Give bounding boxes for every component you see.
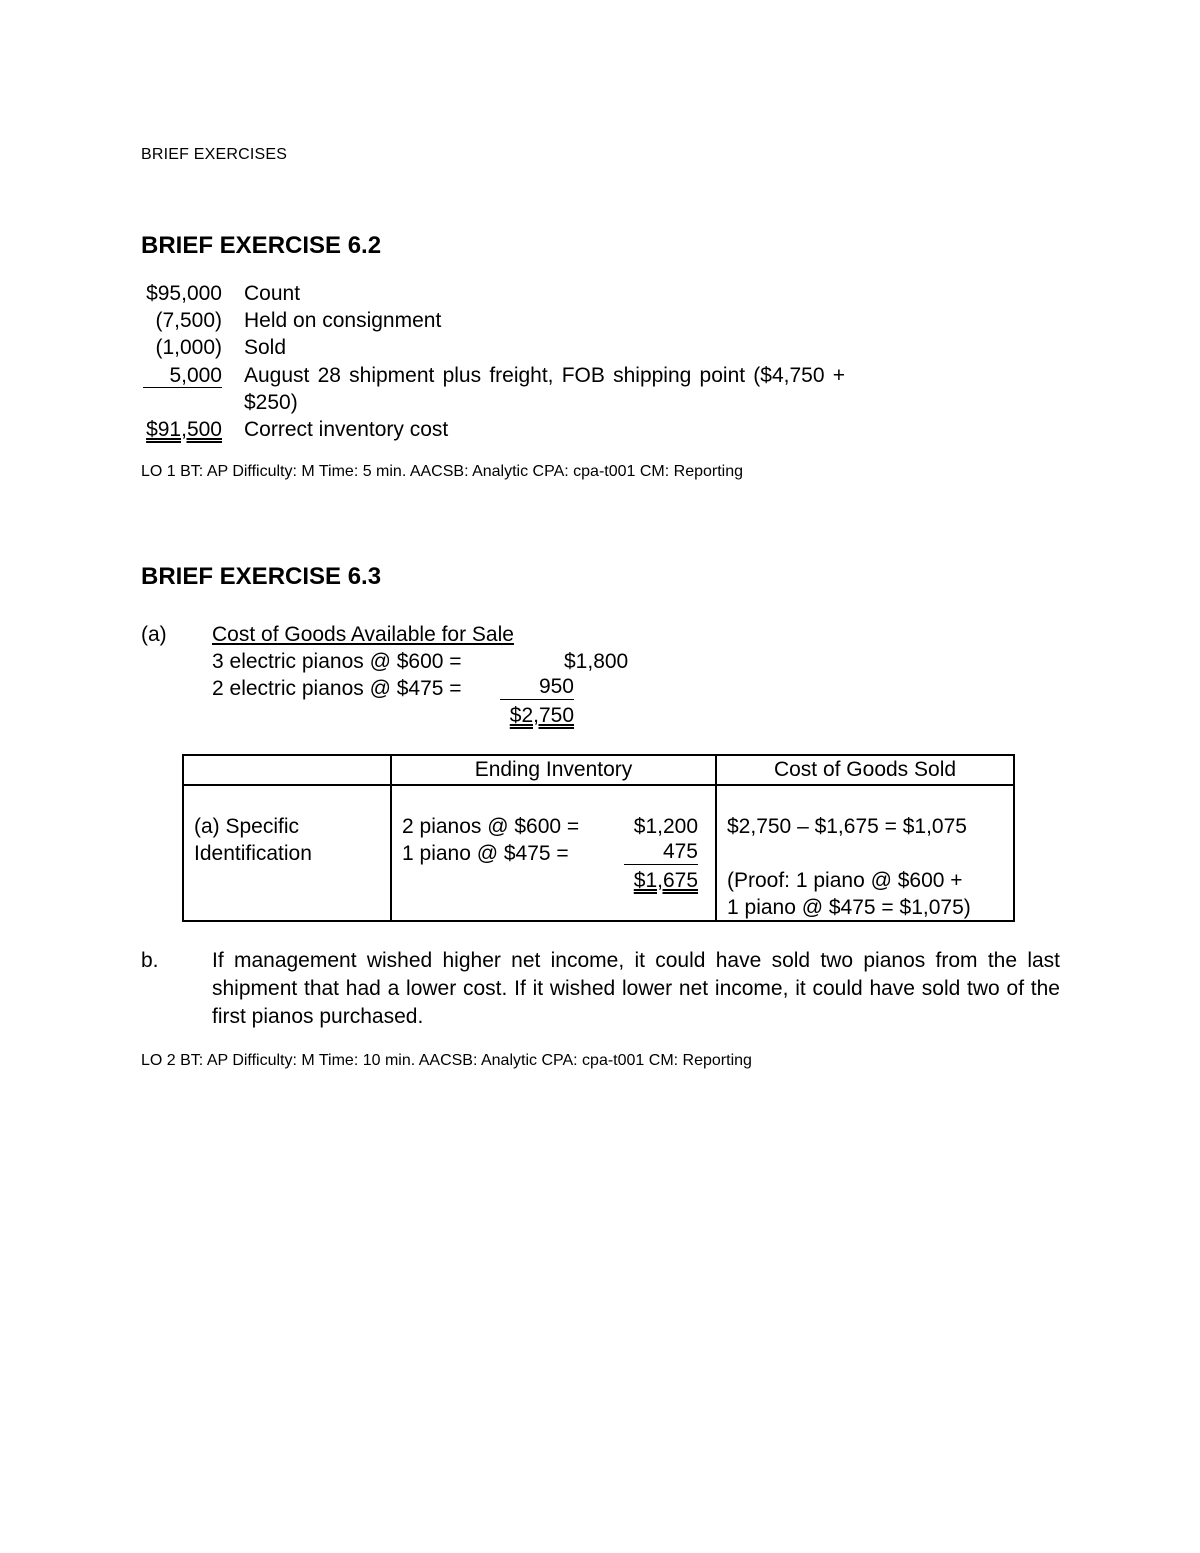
part-a-total-value: $2,750 [509, 704, 574, 727]
part-a-line: 3 electric pianos @ $600 = [212, 650, 462, 673]
ex62-desc: Count [244, 282, 301, 305]
ending-total-value: $1,675 [633, 869, 698, 892]
ex63-metadata: LO 2 BT: AP Difficulty: M Time: 10 min. AACSB: Analytic CPA: cpa-t001 CM: Reporting [141, 1052, 752, 1069]
method-label-line1: (a) Specific [194, 815, 300, 838]
part-a-line: 2 electric pianos @ $475 = [212, 677, 462, 700]
ending-amount: 475 [624, 840, 698, 865]
ending-amount: $1,200 [633, 815, 698, 838]
cogs-proof-line2: 1 piano @ $475 = $1,075) [727, 896, 971, 919]
inventory-table [182, 754, 1015, 922]
cogs-line: $2,750 – $1,675 = $1,075 [727, 815, 967, 838]
ex62-total-value: $91,500 [146, 418, 222, 441]
ex62-desc: Held on consignment [244, 309, 442, 332]
part-a-amount: $1,800 [564, 650, 629, 673]
ex62-desc: Sold [244, 336, 287, 359]
ex62-desc: August 28 shipment plus freight, FOB shipping point ($4,750 + $250) [244, 364, 845, 414]
cogs-proof-line1: (Proof: 1 piano @ $600 + [727, 869, 963, 892]
part-a-amount: 950 [500, 675, 574, 700]
part-a-label: (a) [141, 623, 167, 646]
table-cell-cogs [716, 785, 1014, 921]
table-cell-method [183, 785, 391, 921]
ex62-amount: $95,000 [146, 282, 222, 305]
ending-line: 1 piano @ $475 = [402, 842, 569, 865]
ex62-amount-value: 5,000 [143, 365, 222, 388]
ex62-desc: Correct inventory cost [244, 418, 449, 441]
part-b-text: If management wished higher net income, it could have sold two pianos from the last shipment that had a lower cost. If it wished lower net income, it could have sold two of the first pianos purchased. [212, 949, 1060, 1028]
table-header-cogs: Cost of Goods Sold [716, 755, 1014, 785]
table-header-ending-inventory: Ending Inventory [391, 755, 716, 785]
ex62-metadata: LO 1 BT: AP Difficulty: M Time: 5 min. AACSB: Analytic CPA: cpa-t001 CM: Reporting [141, 463, 744, 480]
method-label-line2: Identification [194, 842, 312, 865]
exercise-6-2-title: BRIEF EXERCISE 6.2 [141, 232, 382, 259]
ex62-amount: (1,000) [155, 336, 222, 359]
ex62-total [138, 416, 222, 443]
part-a-total [500, 702, 574, 729]
part-b-label: b. [141, 949, 159, 972]
ending-line: 2 pianos @ $600 = [402, 815, 580, 838]
part-a-heading: Cost of Goods Available for Sale [212, 623, 514, 646]
table-cell-ending-inventory [391, 785, 716, 921]
ex62-amount: (7,500) [155, 309, 222, 332]
ex62-amount-underlined [138, 362, 222, 389]
ending-total [612, 867, 698, 894]
table-header-blank [183, 755, 391, 785]
exercise-6-3-title: BRIEF EXERCISE 6.3 [141, 563, 382, 590]
page-header: BRIEF EXERCISES [141, 146, 288, 163]
